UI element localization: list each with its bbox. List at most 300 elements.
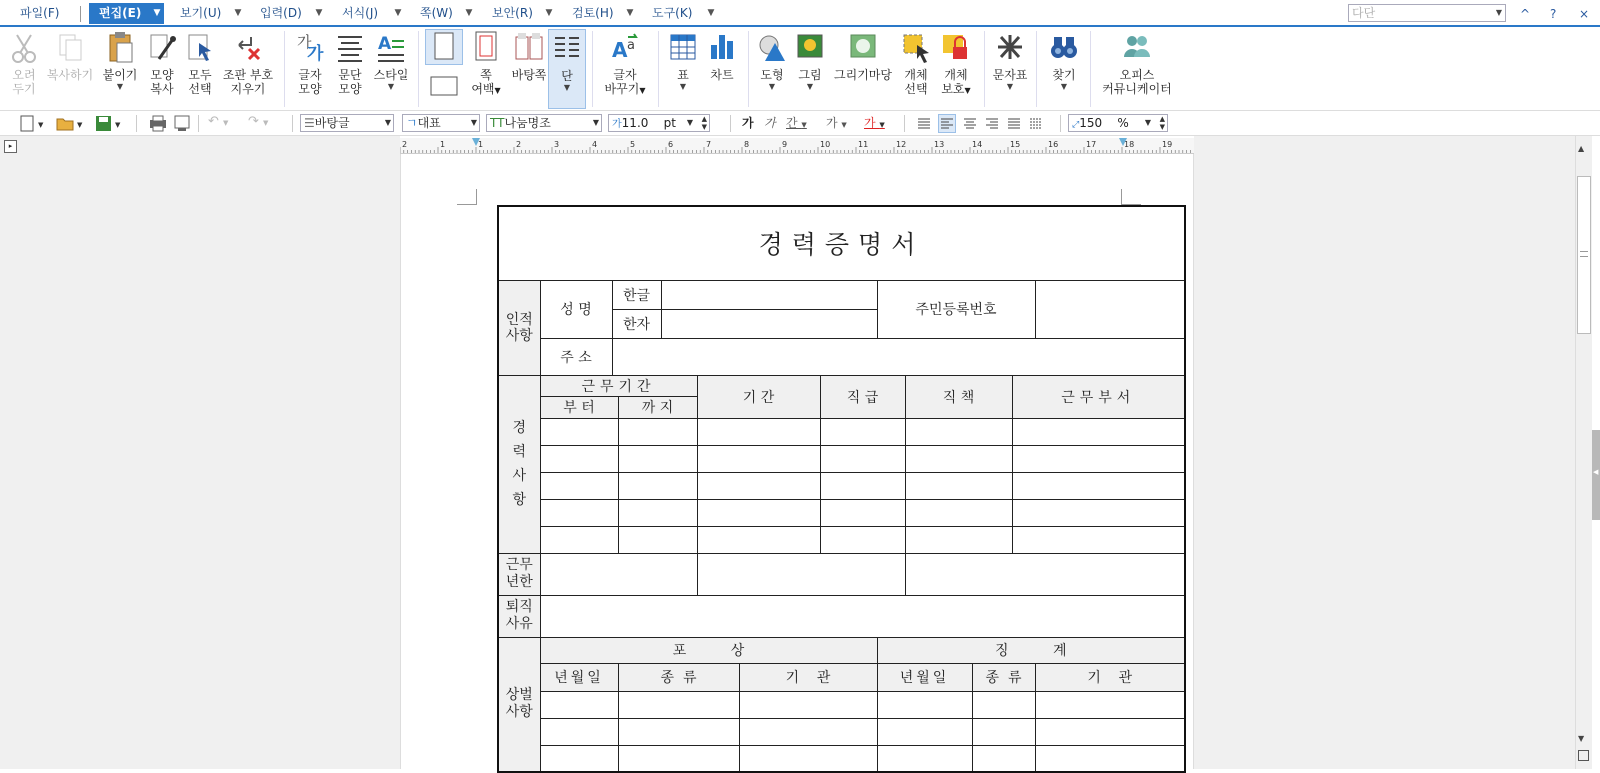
para-style-icon: ☰: [304, 116, 315, 130]
award-cell[interactable]: [540, 745, 618, 772]
tenure-cell[interactable]: [540, 553, 697, 595]
horizontal-ruler[interactable]: [400, 138, 1194, 154]
copy-label: 복사하기: [46, 68, 94, 82]
menu-view[interactable]: 보기(U): [180, 6, 222, 20]
vertical-scrollbar[interactable]: [1575, 136, 1592, 769]
awards-header: 상벌사항: [498, 637, 540, 772]
save-button[interactable]: [94, 114, 126, 133]
award-cell[interactable]: [877, 745, 972, 772]
work-period-header: 근무기간: [540, 375, 697, 396]
replace-char-button[interactable]: [600, 29, 650, 98]
career-cell[interactable]: [820, 445, 905, 472]
scroll-up-icon[interactable]: ▲: [1578, 144, 1585, 153]
reason-label-1: 퇴직: [505, 599, 533, 615]
table-button[interactable]: [665, 29, 701, 91]
career-cell[interactable]: [820, 418, 905, 445]
career-cell[interactable]: [618, 445, 697, 472]
replace-icon: [610, 29, 640, 65]
ribbon-separator: [658, 31, 659, 107]
font-size-unit: pt: [663, 116, 676, 130]
position-header: 직 책: [905, 375, 1012, 418]
scissors-icon: [9, 29, 39, 65]
right-gray-area: [1194, 136, 1575, 769]
reason-label-2: 사유: [505, 616, 533, 632]
chevron-down-icon: ▼: [1006, 82, 1014, 91]
columns-icon: [552, 30, 582, 66]
tenure-label-2: 년한: [505, 574, 533, 590]
new-doc-button[interactable]: [18, 114, 48, 133]
shape-button[interactable]: [754, 29, 790, 91]
menu-insert-dropdown-icon[interactable]: ▼: [315, 8, 323, 18]
ruler-number: 14: [972, 140, 983, 149]
ruler-scale: [400, 138, 1194, 154]
award-cell[interactable]: [618, 745, 739, 772]
scroll-down-icon[interactable]: ▼: [1578, 734, 1585, 743]
style-label: 스타일: [373, 68, 409, 82]
communicator-button[interactable]: [1098, 29, 1176, 96]
reason-cell[interactable]: [540, 595, 1185, 637]
resident-no-cell[interactable]: [1035, 280, 1185, 338]
object-select-label-2: 선택: [904, 82, 928, 96]
crop-mark-top-left: [457, 189, 477, 205]
para-shape-label-1: 문단: [338, 68, 362, 82]
strikeout-button[interactable]: 가 ▼: [826, 116, 847, 130]
table-icon: [668, 29, 698, 65]
ruler-number: 15: [1010, 140, 1021, 149]
format-copy-button[interactable]: [144, 29, 180, 96]
career-cell[interactable]: [540, 472, 618, 499]
ruler-number: 12: [896, 140, 907, 149]
svg-text:▼: ▼: [38, 121, 44, 129]
career-cell[interactable]: [697, 445, 820, 472]
page-icon: [429, 30, 459, 62]
career-cell[interactable]: [1012, 418, 1185, 445]
grip-icon: [1580, 251, 1588, 257]
ribbon-separator: [748, 31, 749, 107]
align-left-button[interactable]: [938, 114, 956, 133]
career-cell[interactable]: [697, 499, 820, 526]
tenure-cell[interactable]: [905, 553, 1185, 595]
career-cell[interactable]: [1012, 526, 1185, 553]
landscape-page-icon: [429, 73, 459, 101]
menu-format-dropdown-icon[interactable]: ▼: [394, 8, 402, 18]
para-shape-label-2: 모양: [338, 82, 362, 96]
paste-label: 붙이기: [102, 68, 138, 82]
chevron-down-icon: ▼: [806, 82, 814, 91]
ribbon: [0, 27, 1600, 111]
drawing-gallery-icon: [848, 29, 878, 65]
background-label: 바탕쪽: [511, 68, 547, 82]
career-cell[interactable]: [697, 526, 820, 553]
zoom-icon: ⤢: [1072, 120, 1080, 130]
ruler-number: 17: [1086, 140, 1097, 149]
eyedropper-icon: [147, 29, 177, 65]
redo-button[interactable]: ↷ ▼: [248, 114, 269, 129]
object-select-icon: [901, 29, 931, 65]
ruler-number: 1: [440, 140, 446, 149]
discipline-date-header: 년월일: [877, 663, 972, 691]
zoom-combo[interactable]: [1068, 114, 1168, 132]
picture-button[interactable]: [792, 29, 828, 91]
career-cell[interactable]: [1012, 445, 1185, 472]
clear-marks-label-2: 지우기: [230, 82, 266, 96]
menu-format[interactable]: 서식(J): [342, 6, 379, 20]
award-cell[interactable]: [877, 691, 972, 718]
address-cell[interactable]: [612, 338, 1185, 375]
chevron-down-icon: ▼: [384, 118, 391, 127]
font-value: 나눔명조: [504, 116, 551, 130]
format-copy-label-2: 복사: [150, 82, 174, 96]
ruler-number: 5: [630, 140, 636, 149]
chevron-down-icon: ▼: [116, 82, 124, 91]
scrollbar-thumb[interactable]: [1577, 176, 1591, 334]
font-size-icon: 가: [612, 119, 622, 130]
select-all-label-2: 선택: [188, 82, 212, 96]
chart-button[interactable]: [704, 29, 740, 82]
award-cell[interactable]: [972, 691, 1035, 718]
award-cell[interactable]: [540, 691, 618, 718]
font-size-combo[interactable]: [608, 114, 710, 132]
discipline-kind-header: 종 류: [972, 663, 1035, 691]
hangul-name-cell[interactable]: [661, 280, 877, 309]
chevron-down-icon: ▼: [639, 86, 646, 95]
chevron-down-icon: ▼: [1144, 118, 1151, 127]
svg-text:가: 가: [307, 44, 324, 64]
award-cell[interactable]: [739, 745, 877, 772]
para-style-combo[interactable]: [300, 114, 394, 132]
career-certificate-table[interactable]: [497, 205, 1186, 773]
ribbon-separator: [284, 31, 285, 107]
language-value: 대표: [417, 116, 441, 130]
career-cell[interactable]: [540, 499, 618, 526]
find-label: 찾기: [1052, 68, 1076, 82]
award-cell[interactable]: [618, 718, 739, 745]
char-shape-label-2: 모양: [298, 82, 322, 96]
crop-mark-top-right: [1121, 189, 1141, 205]
career-cell[interactable]: [618, 418, 697, 445]
toolbar-separator: [1060, 115, 1061, 132]
career-cell[interactable]: [618, 499, 697, 526]
award-header: 포 상: [540, 637, 877, 663]
spinner-icon[interactable]: ▲ ▼: [701, 115, 707, 131]
ruler-number: 18: [1124, 140, 1135, 149]
column-button[interactable]: [548, 29, 586, 109]
char-map-button[interactable]: [990, 29, 1030, 91]
asterisk-icon: [995, 29, 1025, 65]
ribbon-separator: [592, 31, 593, 107]
career-cell[interactable]: [697, 472, 820, 499]
left-gray-area: [0, 136, 400, 769]
career-cell[interactable]: [820, 499, 905, 526]
view-toggle-button[interactable]: ▸: [4, 140, 17, 153]
award-cell[interactable]: [618, 691, 739, 718]
award-cell[interactable]: [1035, 691, 1185, 718]
career-cell[interactable]: [1012, 472, 1185, 499]
svg-text:a: a: [627, 38, 635, 53]
ruler-number: 1: [478, 140, 484, 149]
column-label: 단: [561, 69, 573, 83]
picture-icon: [795, 29, 825, 65]
paste-button[interactable]: [100, 29, 140, 91]
margin-icon: [471, 29, 501, 65]
zoom-value: 150: [1079, 116, 1103, 130]
hanja-name-cell[interactable]: [661, 309, 877, 338]
award-date-header: 년월일: [540, 663, 618, 691]
career-cell[interactable]: [905, 499, 1012, 526]
career-header: 경력사항: [498, 375, 540, 553]
shapes-icon: [757, 29, 787, 65]
svg-text:▼: ▼: [115, 121, 121, 129]
bar-chart-icon: [707, 29, 737, 65]
align-distribute-button[interactable]: [1006, 114, 1022, 133]
tenure-label-1: 근무: [505, 557, 533, 573]
spinner-icon[interactable]: ▲ ▼: [1159, 115, 1165, 131]
zoom-unit: %: [1117, 116, 1129, 130]
page-view-icon[interactable]: [1578, 750, 1589, 761]
menu-insert[interactable]: 입력(D): [260, 6, 302, 20]
svg-text:가: 가: [297, 33, 312, 51]
menu-separator: [80, 6, 81, 22]
clear-marks-label-1: 조판 부호: [222, 68, 274, 82]
font-type-icon: TT: [490, 116, 505, 130]
ruler-number: 11: [858, 140, 869, 149]
char-shape-icon: [295, 29, 325, 65]
paragraph-icon: [335, 29, 365, 65]
copy-button[interactable]: [46, 29, 94, 82]
chart-label: 차트: [710, 68, 734, 82]
address-header: 주 소: [540, 338, 612, 375]
award-cell[interactable]: [1035, 745, 1185, 772]
menu-review-dropdown-icon[interactable]: ▼: [626, 8, 634, 18]
menu-file[interactable]: 파일(F): [20, 6, 60, 20]
style-button[interactable]: [370, 29, 412, 91]
chevron-down-icon: ▼: [592, 118, 599, 127]
award-cell[interactable]: [739, 718, 877, 745]
ruler-number: 3: [554, 140, 560, 149]
career-cell[interactable]: [905, 445, 1012, 472]
toolbar-separator: [198, 115, 199, 132]
ruler-number: 7: [706, 140, 712, 149]
ribbon-separator: [984, 31, 985, 107]
object-select-label-1: 개체: [904, 68, 928, 82]
chevron-down-icon: ▼: [679, 82, 687, 91]
para-style-value: 바탕글: [314, 116, 350, 130]
menu-edit-dropdown-icon[interactable]: ▼: [150, 3, 164, 24]
ruler-number: 19: [1162, 140, 1173, 149]
hanja-header: 한자: [612, 309, 661, 338]
align-justify-button[interactable]: [916, 114, 932, 133]
communicator-label-1: 오피스: [1119, 68, 1155, 82]
find-button[interactable]: [1046, 29, 1082, 91]
align-right-button[interactable]: [984, 114, 1000, 133]
chevron-left-icon: ◀: [1593, 468, 1599, 476]
copy-icon: [55, 29, 85, 65]
career-cell[interactable]: [820, 526, 905, 553]
preview-button[interactable]: [172, 114, 192, 133]
ruler-number: 4: [592, 140, 598, 149]
resident-no-header: 주민등록번호: [877, 280, 1035, 338]
replace-label-1: 글자: [613, 68, 637, 82]
page-orientation-button[interactable]: [425, 73, 463, 104]
help-button[interactable]: ?: [1550, 7, 1557, 21]
print-button[interactable]: [148, 114, 168, 133]
svg-text:▼: ▼: [77, 121, 83, 129]
drawing-gallery-button[interactable]: [832, 29, 894, 82]
menu-tools[interactable]: 도구(K): [652, 6, 693, 20]
menu-page-dropdown-icon[interactable]: ▼: [465, 8, 473, 18]
chevron-down-icon: ▼: [563, 83, 571, 92]
career-cell[interactable]: [618, 472, 697, 499]
ruler-number: 13: [934, 140, 945, 149]
side-panel-tab[interactable]: [1592, 430, 1600, 520]
chevron-down-icon: ▼: [387, 82, 395, 91]
career-cell[interactable]: [540, 418, 618, 445]
char-shape-button[interactable]: [292, 29, 328, 96]
rank-header: 직 급: [820, 375, 905, 418]
personal-info-header: 인적사항: [498, 280, 540, 375]
toolbar-separator: [730, 115, 731, 132]
career-cell[interactable]: [618, 526, 697, 553]
career-cell[interactable]: [820, 472, 905, 499]
menu-view-dropdown-icon[interactable]: ▼: [234, 8, 242, 18]
select-all-label-1: 모두: [188, 68, 212, 82]
open-folder-button[interactable]: [55, 114, 87, 133]
career-cell[interactable]: [697, 418, 820, 445]
page-setup-button[interactable]: [425, 29, 463, 65]
char-map-label: 문자표: [992, 68, 1028, 82]
award-cell[interactable]: [540, 718, 618, 745]
discipline-header: 징 계: [877, 637, 1185, 663]
ruler-number: 10: [820, 140, 831, 149]
language-icon: ㄱ: [406, 116, 418, 130]
ruler-number: 2: [516, 140, 522, 149]
award-cell[interactable]: [1035, 718, 1185, 745]
replace-label-2: 바꾸기: [604, 82, 640, 96]
career-cell[interactable]: [1012, 499, 1185, 526]
career-cell[interactable]: [905, 418, 1012, 445]
menu-review[interactable]: 검토(H): [572, 6, 614, 20]
object-protect-label-2: 보호: [941, 82, 965, 96]
communicator-label-2: 커뮤니케이터: [1102, 82, 1172, 96]
department-header: 근무부서: [1012, 375, 1185, 418]
reason-header: [498, 595, 540, 637]
menu-security-dropdown-icon[interactable]: ▼: [545, 8, 553, 18]
doc-title[interactable]: 경력증명서: [498, 206, 1185, 280]
users-icon: [1122, 29, 1152, 65]
ribbon-collapse-button[interactable]: ^: [1520, 7, 1531, 21]
para-shape-button[interactable]: [332, 29, 368, 96]
clipboard-icon: [105, 29, 135, 65]
bold-button[interactable]: 가: [742, 116, 754, 130]
menu-tools-dropdown-icon[interactable]: ▼: [707, 8, 715, 18]
char-shape-label-1: 글자: [298, 68, 322, 82]
menu-edit[interactable]: 편집(E): [89, 3, 151, 24]
shape-label: 도형: [760, 68, 784, 82]
object-select-button[interactable]: [898, 29, 934, 96]
chevron-down-icon: ▼: [964, 86, 971, 95]
ruler-number: 9: [782, 140, 788, 149]
format-copy-label-1: 모양: [150, 68, 174, 82]
cut-button[interactable]: [8, 29, 40, 96]
language-combo[interactable]: [402, 114, 480, 132]
cut-label-2: 두기: [12, 82, 36, 96]
chevron-down-icon: ▼: [686, 118, 693, 127]
page-margin-label-2: 여백: [471, 82, 495, 96]
format-toolbar: [0, 111, 1600, 136]
lock-icon: [941, 29, 971, 65]
page-margin-label-1: 쪽: [480, 68, 492, 82]
menu-security[interactable]: 보안(R): [492, 6, 533, 20]
ribbon-separator: [1036, 31, 1037, 107]
award-cell[interactable]: [972, 718, 1035, 745]
svg-text:A: A: [378, 34, 392, 54]
award-org-header: 기 관: [739, 663, 877, 691]
chevron-down-icon: ▼: [494, 86, 501, 95]
ribbon-separator: [418, 31, 419, 107]
clear-marks-button[interactable]: [220, 29, 276, 96]
chevron-down-icon: ▼: [768, 82, 776, 91]
font-combo[interactable]: [486, 114, 602, 132]
hangul-header: 한글: [612, 280, 661, 309]
ruler-number: 2: [402, 140, 408, 149]
menu-bar: [0, 0, 1600, 27]
tenure-cell[interactable]: [697, 553, 905, 595]
chevron-down-icon: ▼: [1495, 8, 1502, 17]
menu-page[interactable]: 쪽(W): [420, 6, 453, 20]
toolbar-separator: [292, 115, 293, 132]
close-doc-button[interactable]: ×: [1579, 7, 1590, 21]
select-all-button[interactable]: [182, 29, 218, 96]
ruler-number: 16: [1048, 140, 1059, 149]
binoculars-icon: [1049, 29, 1079, 65]
toolbar-separator: [904, 115, 905, 132]
career-cell[interactable]: [540, 445, 618, 472]
discipline-org-header: 기 관: [1035, 663, 1185, 691]
award-cell[interactable]: [877, 718, 972, 745]
drawing-label: 그리기마당: [834, 68, 892, 82]
ruler-number: 8: [744, 140, 750, 149]
italic-button[interactable]: 가: [764, 116, 776, 130]
object-protect-button[interactable]: [938, 29, 974, 98]
page-margin-button[interactable]: [466, 29, 506, 98]
underline-button[interactable]: 간 ▼: [786, 116, 807, 130]
font-color-button[interactable]: 가 ▼: [864, 116, 885, 130]
background-page-button[interactable]: [508, 29, 550, 82]
style-icon: [376, 29, 406, 65]
toolbar-separator: [136, 115, 137, 132]
career-cell[interactable]: [905, 526, 1012, 553]
align-divide-button[interactable]: [1028, 114, 1044, 133]
font-size-value: 11.0: [621, 116, 649, 130]
award-cell[interactable]: [739, 691, 877, 718]
cut-label-1: 오려: [12, 68, 36, 82]
tenure-header: [498, 553, 540, 595]
style-combo-text: 다단: [1352, 6, 1376, 20]
award-cell[interactable]: [972, 745, 1035, 772]
career-cell[interactable]: [905, 472, 1012, 499]
select-all-icon: [185, 29, 215, 65]
ruler-number: 6: [668, 140, 674, 149]
career-cell[interactable]: [540, 526, 618, 553]
to-header: 까 지: [618, 396, 697, 418]
align-center-button[interactable]: [962, 114, 978, 133]
clear-marks-icon: [233, 29, 263, 65]
table-label: 표: [677, 68, 689, 82]
undo-button[interactable]: ↶ ▼: [208, 114, 229, 129]
style-combo[interactable]: [1348, 4, 1506, 22]
object-protect-label-1: 개체: [944, 68, 968, 82]
name-header: 성 명: [540, 280, 612, 338]
